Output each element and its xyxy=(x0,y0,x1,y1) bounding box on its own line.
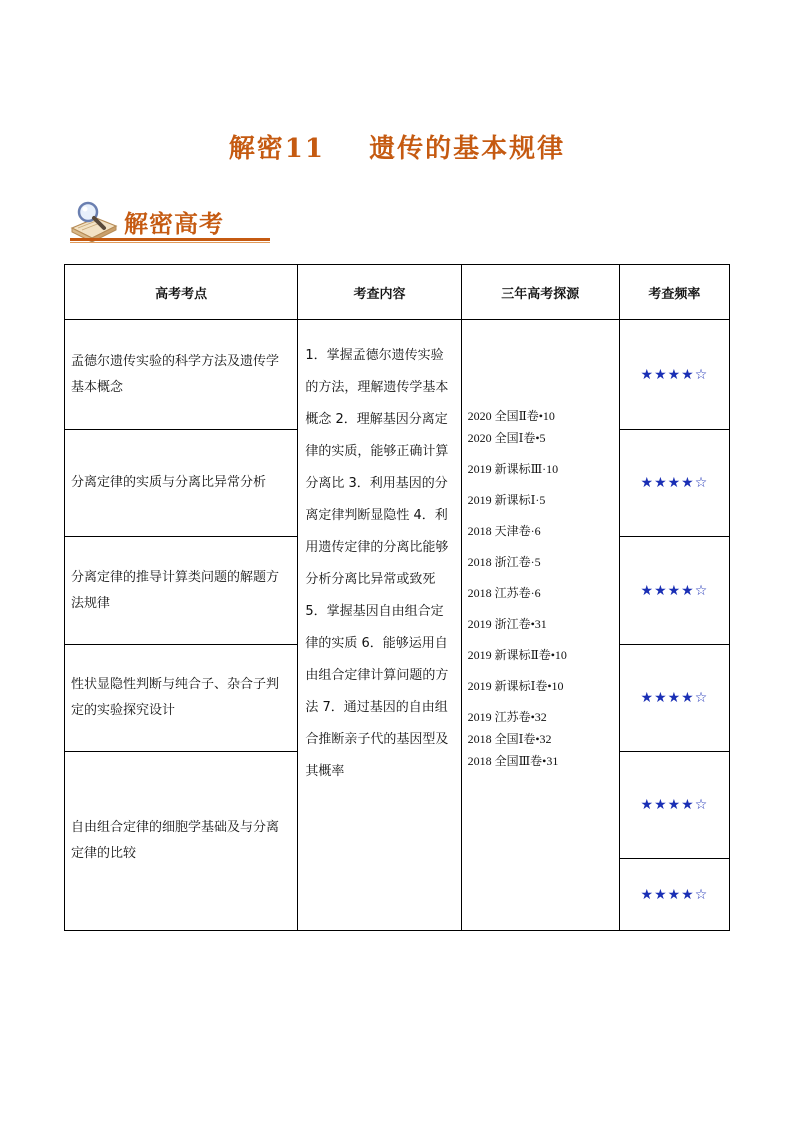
source-item: 2018 江苏卷·6 xyxy=(467,586,541,600)
banner-underline-thin xyxy=(70,242,270,243)
frequency-stars: ★★★★☆ xyxy=(619,752,729,859)
exam-point: 分离定律的实质与分离比异常分析 xyxy=(65,430,298,537)
header-cell: 考查频率 xyxy=(619,265,729,320)
content-text: 1．掌握孟德尔遗传实验的方法，理解遗传学基本概念 2．理解基因分离定律的实质，能够正确计算分离比 3．利用基因的分离定律判断显隐性 4．利用遗传定律的分离比能够分析分离比异常或致死 5．掌握基因自由组合定律的实质 6．能够运用自由组合定律计算问题的方法 7．通过基因的自由组合推断亲子代的基因型及其概率 xyxy=(305,348,449,779)
source-item: 2019 浙江卷•31 xyxy=(467,617,547,631)
sources-cell xyxy=(461,320,619,931)
frequency-stars: ★★★★☆ xyxy=(619,645,729,752)
exam-point: 分离定律的推导计算类问题的解题方法规律 xyxy=(65,537,298,645)
source-item: 2020 全国Ⅰ卷•5 xyxy=(467,431,546,445)
source-item: 2018 天津卷·6 xyxy=(467,524,541,538)
source-item: 2019 新课标Ⅰ卷•10 xyxy=(467,679,564,693)
table-header-row xyxy=(65,265,730,320)
exam-table xyxy=(64,264,730,931)
table-row xyxy=(65,320,730,430)
source-item: 2018 全国Ⅰ卷•32 xyxy=(467,732,552,746)
exam-point: 自由组合定律的细胞学基础及与分离定律的比较 xyxy=(65,752,298,931)
content-cell xyxy=(298,320,461,931)
source-item: 2018 全国Ⅲ卷•31 xyxy=(467,754,559,768)
frequency-stars: ★★★★☆ xyxy=(619,430,729,537)
header-cell: 高考考点 xyxy=(65,265,298,320)
frequency-stars: ★★★★☆ xyxy=(619,320,729,430)
source-item: 2019 新课标Ⅲ·10 xyxy=(467,462,559,476)
exam-point: 性状显隐性判断与纯合子、杂合子判定的实验探究设计 xyxy=(65,645,298,752)
banner-underline xyxy=(70,238,270,241)
section-banner xyxy=(66,198,272,248)
sources-list xyxy=(462,320,619,769)
source-item: 2020 全国Ⅱ卷•10 xyxy=(467,409,555,423)
header-cell: 三年高考探源 xyxy=(461,265,619,320)
section-label: 解密高考 xyxy=(124,210,224,238)
source-item: 2019 新课标Ⅰ·5 xyxy=(467,493,546,507)
exam-point: 孟德尔遗传实验的科学方法及遗传学基本概念 xyxy=(65,320,298,430)
frequency-stars: ★★★★☆ xyxy=(619,859,729,931)
frequency-stars: ★★★★☆ xyxy=(619,537,729,645)
header-cell: 考查内容 xyxy=(298,265,461,320)
source-item: 2019 新课标Ⅱ卷•10 xyxy=(467,648,567,662)
source-item: 2018 浙江卷·5 xyxy=(467,555,541,569)
page-title: 解密11 遗传的基本规律 xyxy=(228,134,566,164)
source-item: 2019 江苏卷•32 xyxy=(467,710,547,724)
